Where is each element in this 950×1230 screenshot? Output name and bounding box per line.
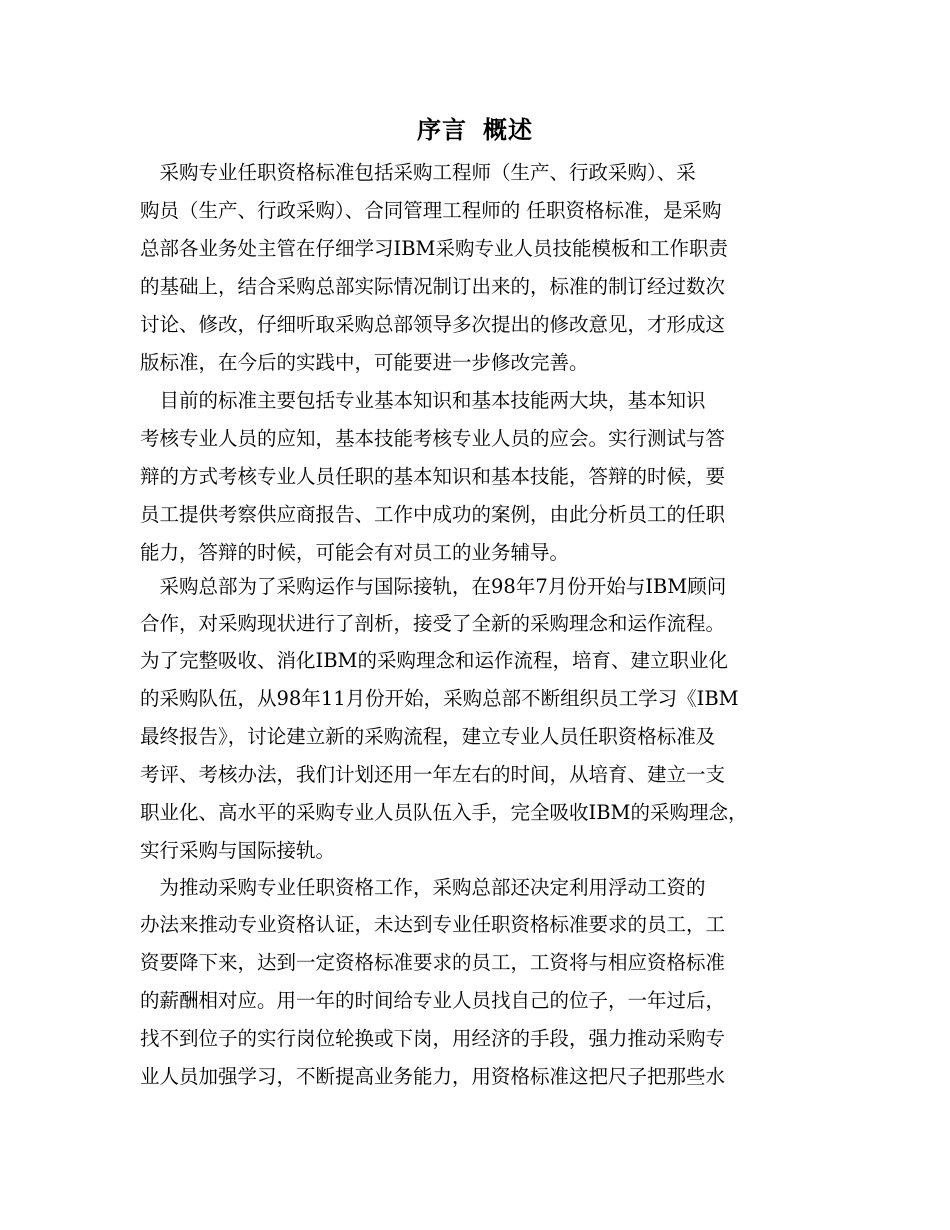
body-line: 采购专业任职资格标准包括采购工程师（生产、行政采购）、采	[140, 161, 696, 184]
body-line: 购员（生产、行政采购）、合同管理工程师的 任职资格标准，是采购	[140, 199, 722, 222]
body-line: 为推动采购专业任职资格工作，采购总部还决定利用浮动工资的	[140, 876, 706, 899]
body-line: 办法来推动专业资格认证，未达到专业任职资格标准要求的员工，工	[140, 913, 726, 936]
body-line: 业人员加强学习，不断提高业务能力，用资格标准这把尺子把那些水	[140, 1065, 726, 1088]
body-line: 考核专业人员的应知，基本技能考核专业人员的应会。实行测试与答	[140, 427, 726, 450]
body-line: 的基础上，结合采购总部实际情况制订出来的，标准的制订经过数次	[140, 275, 726, 298]
body-line: 的采购队伍，从98年11月份开始，采购总部不断组织员工学习《IBM	[140, 687, 739, 710]
body-line: 总部各业务处主管在仔细学习IBM采购专业人员技能模板和工作职责	[140, 237, 728, 260]
body-line: 职业化、高水平的采购专业人员队伍入手，完全吸收IBM的采购理念，	[140, 801, 748, 824]
body-line: 考评、考核办法，我们计划还用一年左右的时间，从培育、建立一支	[140, 763, 726, 786]
title-part-preface: 序言	[417, 115, 467, 144]
body-line: 资要降下来，达到一定资格标准要求的员工，工资将与相应资格标准	[140, 951, 726, 974]
body-line: 版标准，在今后的实践中，可能要进一步修改完善。	[140, 351, 589, 374]
body-line: 目前的标准主要包括专业基本知识和基本技能两大块，基本知识	[140, 389, 706, 412]
page-title	[0, 110, 950, 150]
body-line: 找不到位子的实行岗位轮换或下岗，用经济的手段，强力推动采购专	[140, 1027, 726, 1050]
body-line: 讨论、修改，仔细听取采购总部领导多次提出的修改意见，才形成这	[140, 313, 726, 336]
body-line: 辩的方式考核专业人员任职的基本知识和基本技能，答辩的时候，要	[140, 465, 726, 488]
body-line: 最终报告》，讨论建立新的采购流程，建立专业人员任职资格标准及	[140, 725, 716, 748]
body-line: 为了完整吸收、消化IBM的采购理念和运作流程，培育、建立职业化	[140, 649, 728, 672]
body-line: 合作，对采购现状进行了剖析，接受了全新的采购理念和运作流程。	[140, 612, 726, 635]
body-line: 能力，答辩的时候，可能会有对员工的业务辅导。	[140, 541, 570, 564]
body-line: 的薪酬相对应。用一年的时间给专业人员找自己的位子，一年过后，	[140, 989, 726, 1012]
body-line: 实行采购与国际接轨。	[140, 839, 336, 862]
title-part-overview: 概述	[483, 115, 533, 144]
body-line: 采购总部为了采购运作与国际接轨，在98年7月份开始与IBM顾问	[140, 575, 727, 598]
body-line: 员工提供考察供应商报告、工作中成功的案例，由此分析员工的任职	[140, 503, 726, 526]
